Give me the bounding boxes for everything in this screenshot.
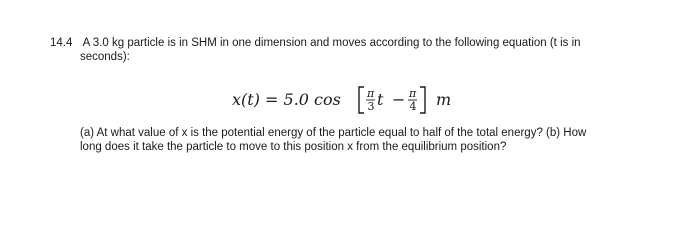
problem-stem-line1: A 3.0 kg particle is in SHM in one dimension and moves according to the following equation (t is in [82, 37, 581, 49]
equation-lhs: x(t) = 5.0 cos [232, 90, 341, 109]
problem-number: 14.4 [50, 37, 73, 49]
problem-stem-line2: seconds): [80, 51, 130, 63]
equation [232, 78, 492, 118]
question-parts-line1: (a) At what value of x is the potential energy of the particle equal to half of the total energy? (b) How [80, 127, 587, 139]
equation-svg [232, 78, 492, 118]
question-parts-line2: long does it take the particle to move to this position x from the equilibrium position? [80, 141, 507, 153]
equation-frac1-denominator: 3 [367, 100, 375, 113]
question-parts [80, 126, 680, 154]
equation-frac2-numerator: π [409, 87, 417, 100]
equation-variable-t: t [377, 90, 384, 109]
problem-header [50, 36, 670, 50]
equation-frac1-numerator: π [367, 87, 375, 100]
equation-minus: − [392, 90, 406, 109]
equation-right-bracket [420, 87, 425, 113]
equation-unit: m [436, 90, 452, 109]
equation-left-bracket [359, 87, 364, 113]
equation-frac2-denominator: 4 [409, 100, 417, 113]
